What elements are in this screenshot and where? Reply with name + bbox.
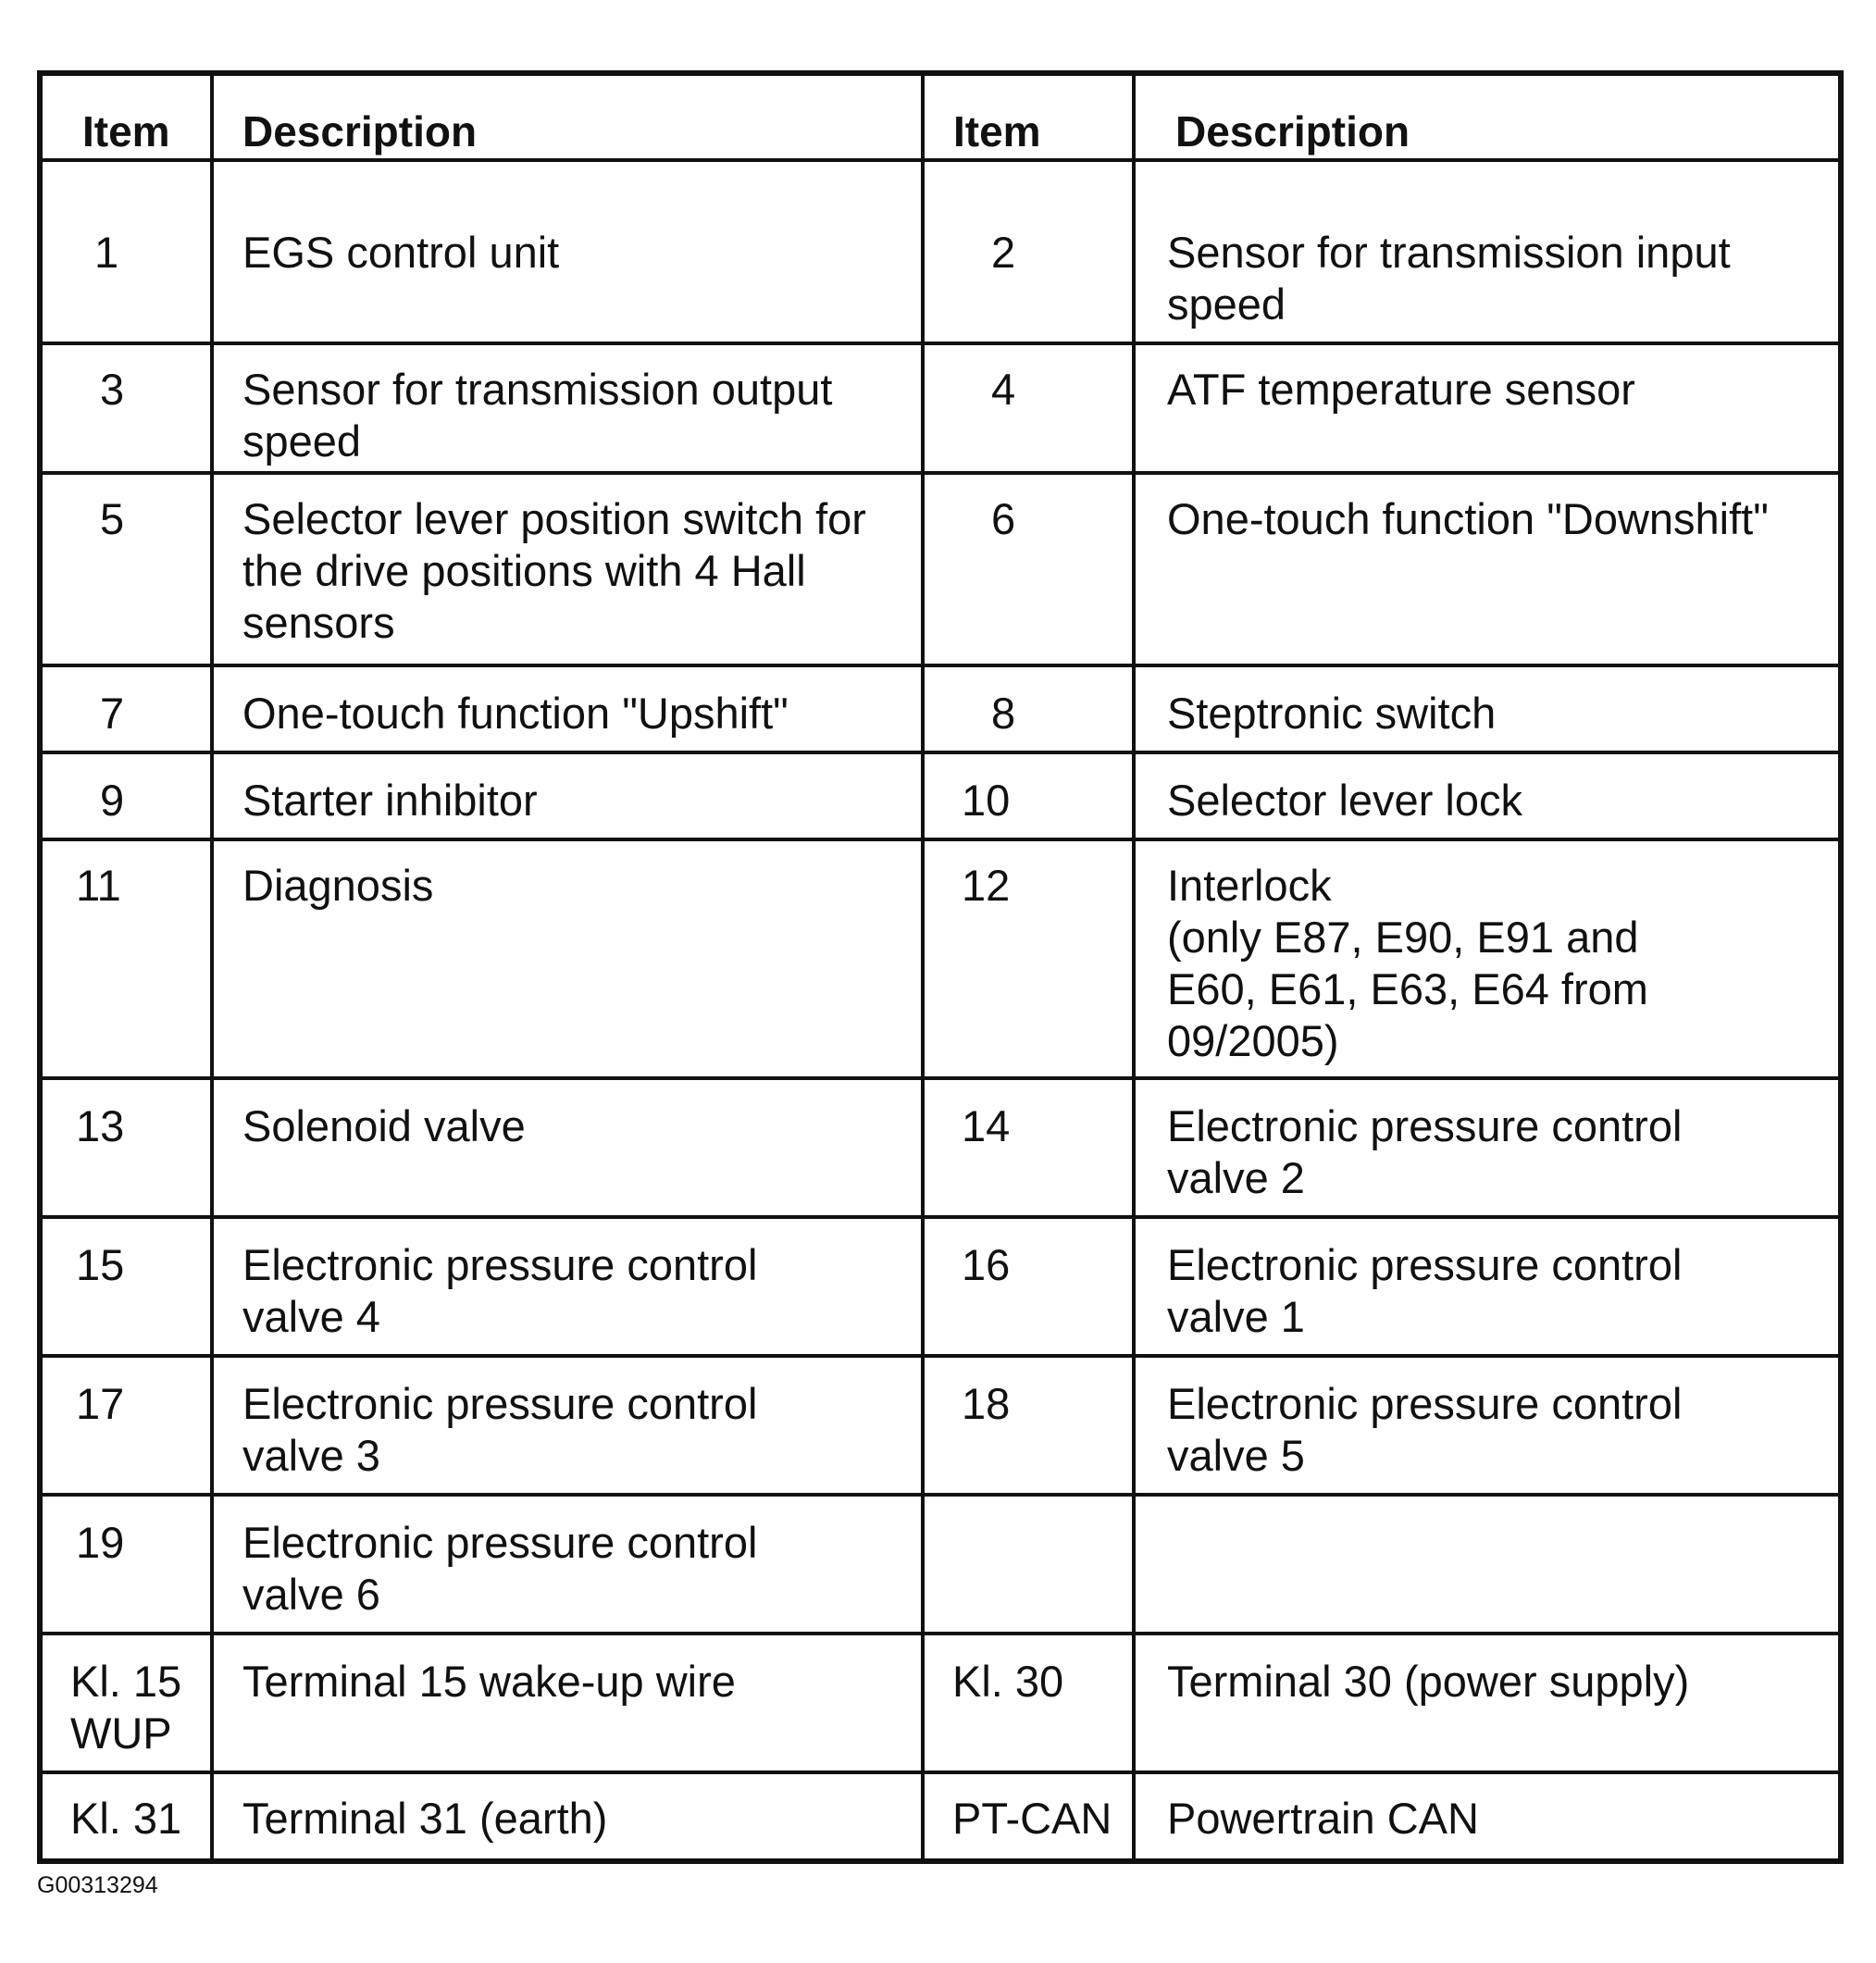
item-b-cell bbox=[923, 473, 1134, 665]
description-a-cell bbox=[212, 1634, 923, 1772]
figure-id: G00313294 bbox=[37, 1872, 158, 1898]
item-a-cell bbox=[40, 752, 212, 839]
item-a-cell bbox=[40, 1078, 212, 1217]
item-b-cell bbox=[923, 343, 1134, 473]
table-row bbox=[40, 1078, 1841, 1217]
item-a-text: 3 bbox=[100, 365, 125, 414]
header-description-left: Description bbox=[212, 73, 923, 160]
item-a-text: 13 bbox=[76, 1101, 125, 1150]
description-a-text: EGS control unit bbox=[242, 228, 560, 277]
description-a-cell bbox=[212, 473, 923, 665]
item-b-cell bbox=[923, 1634, 1134, 1772]
description-a-text: Solenoid valve bbox=[242, 1101, 526, 1150]
item-a-text: 7 bbox=[100, 689, 125, 738]
description-a-text: Electronic pressure control valve 3 bbox=[242, 1379, 758, 1480]
item-b-text: 6 bbox=[991, 494, 1016, 543]
item-b-cell bbox=[923, 752, 1134, 839]
item-b-cell bbox=[923, 1078, 1134, 1217]
item-a-cell bbox=[40, 665, 212, 752]
item-a-text: 11 bbox=[76, 861, 121, 910]
item-a-cell bbox=[40, 473, 212, 665]
description-a-cell bbox=[212, 665, 923, 752]
item-b-cell bbox=[923, 1772, 1134, 1861]
item-b-cell bbox=[923, 1495, 1134, 1634]
item-b-text: 4 bbox=[991, 365, 1016, 414]
item-b-cell bbox=[923, 160, 1134, 343]
description-a-text: Sensor for transmission output speed bbox=[242, 365, 833, 466]
description-a-text: Electronic pressure control valve 4 bbox=[242, 1240, 758, 1341]
item-b-text: 2 bbox=[991, 228, 1016, 277]
item-a-text: Kl. 31 bbox=[70, 1794, 182, 1843]
description-a-cell bbox=[212, 1217, 923, 1356]
table-row bbox=[40, 752, 1841, 839]
description-b-cell bbox=[1134, 752, 1841, 839]
description-a-cell bbox=[212, 752, 923, 839]
item-a-cell bbox=[40, 1495, 212, 1634]
item-a-cell bbox=[40, 343, 212, 473]
description-b-text: Electronic pressure control valve 1 bbox=[1167, 1240, 1683, 1341]
description-b-text: Electronic pressure control valve 5 bbox=[1167, 1379, 1683, 1480]
table-row bbox=[40, 1772, 1841, 1861]
description-b-text: Selector lever lock bbox=[1167, 776, 1522, 825]
description-a-text: Terminal 31 (earth) bbox=[242, 1794, 608, 1843]
item-a-text: 19 bbox=[76, 1518, 125, 1567]
description-b-cell bbox=[1134, 473, 1841, 665]
item-a-text: 15 bbox=[76, 1240, 125, 1289]
description-b-cell bbox=[1134, 1078, 1841, 1217]
item-b-cell bbox=[923, 1356, 1134, 1495]
description-b-text: Steptronic switch bbox=[1167, 689, 1497, 738]
item-b-text: 14 bbox=[962, 1101, 1011, 1150]
description-a-cell bbox=[212, 1772, 923, 1861]
description-b-text bbox=[1136, 1497, 1838, 1517]
description-b-text: Powertrain CAN bbox=[1167, 1794, 1479, 1843]
description-b-cell bbox=[1134, 839, 1841, 1078]
description-a-text: Diagnosis bbox=[242, 861, 434, 910]
header-item-left: Item bbox=[40, 73, 212, 160]
item-a-text: 5 bbox=[100, 494, 125, 543]
description-b-text: Sensor for transmission input speed bbox=[1167, 228, 1731, 329]
description-b-cell bbox=[1134, 1634, 1841, 1772]
item-b-text: Kl. 30 bbox=[952, 1657, 1064, 1706]
table-row bbox=[40, 343, 1841, 473]
description-b-cell bbox=[1134, 343, 1841, 473]
header-row bbox=[40, 73, 1841, 160]
item-b-cell bbox=[923, 1217, 1134, 1356]
description-a-cell bbox=[212, 1356, 923, 1495]
description-a-cell bbox=[212, 343, 923, 473]
description-b-cell bbox=[1134, 1356, 1841, 1495]
description-b-cell bbox=[1134, 1495, 1841, 1634]
description-a-text: One-touch function "Upshift" bbox=[242, 689, 789, 738]
table-row bbox=[40, 1356, 1841, 1495]
item-a-cell bbox=[40, 1634, 212, 1772]
description-b-text: Terminal 30 (power supply) bbox=[1167, 1657, 1690, 1706]
item-b-text bbox=[925, 1497, 1132, 1517]
description-a-text: Starter inhibitor bbox=[242, 776, 538, 825]
item-b-text: 10 bbox=[962, 776, 1011, 825]
table-row bbox=[40, 1634, 1841, 1772]
header-item-right: Item bbox=[923, 73, 1134, 160]
item-b-text: 16 bbox=[962, 1240, 1011, 1289]
table-row bbox=[40, 665, 1841, 752]
item-a-text: 17 bbox=[76, 1379, 125, 1428]
description-a-text: Selector lever position switch for the drive positions with 4 Hall sensors bbox=[242, 494, 866, 647]
description-a-text: Electronic pressure control valve 6 bbox=[242, 1518, 758, 1619]
legend-table bbox=[37, 70, 1844, 1864]
description-a-cell bbox=[212, 1078, 923, 1217]
description-a-text: Terminal 15 wake-up wire bbox=[242, 1657, 736, 1706]
table-row bbox=[40, 1217, 1841, 1356]
item-b-text: 12 bbox=[962, 861, 1011, 910]
item-a-text: 1 bbox=[94, 228, 119, 277]
description-a-cell bbox=[212, 839, 923, 1078]
table-row bbox=[40, 1495, 1841, 1634]
description-a-cell bbox=[212, 160, 923, 343]
table-row bbox=[40, 839, 1841, 1078]
item-b-text: 18 bbox=[962, 1379, 1011, 1428]
description-b-cell bbox=[1134, 1772, 1841, 1861]
item-a-cell bbox=[40, 1356, 212, 1495]
table-row bbox=[40, 160, 1841, 343]
description-a-cell bbox=[212, 1495, 923, 1634]
item-a-cell bbox=[40, 1217, 212, 1356]
item-b-cell bbox=[923, 665, 1134, 752]
description-b-text: Electronic pressure control valve 2 bbox=[1167, 1101, 1683, 1202]
item-b-cell bbox=[923, 839, 1134, 1078]
item-b-text: 8 bbox=[991, 689, 1016, 738]
description-b-cell bbox=[1134, 665, 1841, 752]
description-b-text: Interlock (only E87, E90, E91 and E60, E61, E63, E64 from 09/2005) bbox=[1167, 861, 1648, 1065]
description-b-cell bbox=[1134, 1217, 1841, 1356]
item-a-cell bbox=[40, 160, 212, 343]
item-a-text: 9 bbox=[100, 776, 125, 825]
item-a-text: Kl. 15 WUP bbox=[70, 1657, 182, 1758]
description-b-text: ATF temperature sensor bbox=[1167, 365, 1635, 414]
item-a-cell bbox=[40, 1772, 212, 1861]
description-b-text: One-touch function "Downshift" bbox=[1167, 494, 1769, 543]
description-b-cell bbox=[1134, 160, 1841, 343]
table-row bbox=[40, 473, 1841, 665]
item-a-cell bbox=[40, 839, 212, 1078]
item-b-text: PT-CAN bbox=[952, 1794, 1112, 1843]
header-description-right: Description bbox=[1134, 73, 1841, 160]
